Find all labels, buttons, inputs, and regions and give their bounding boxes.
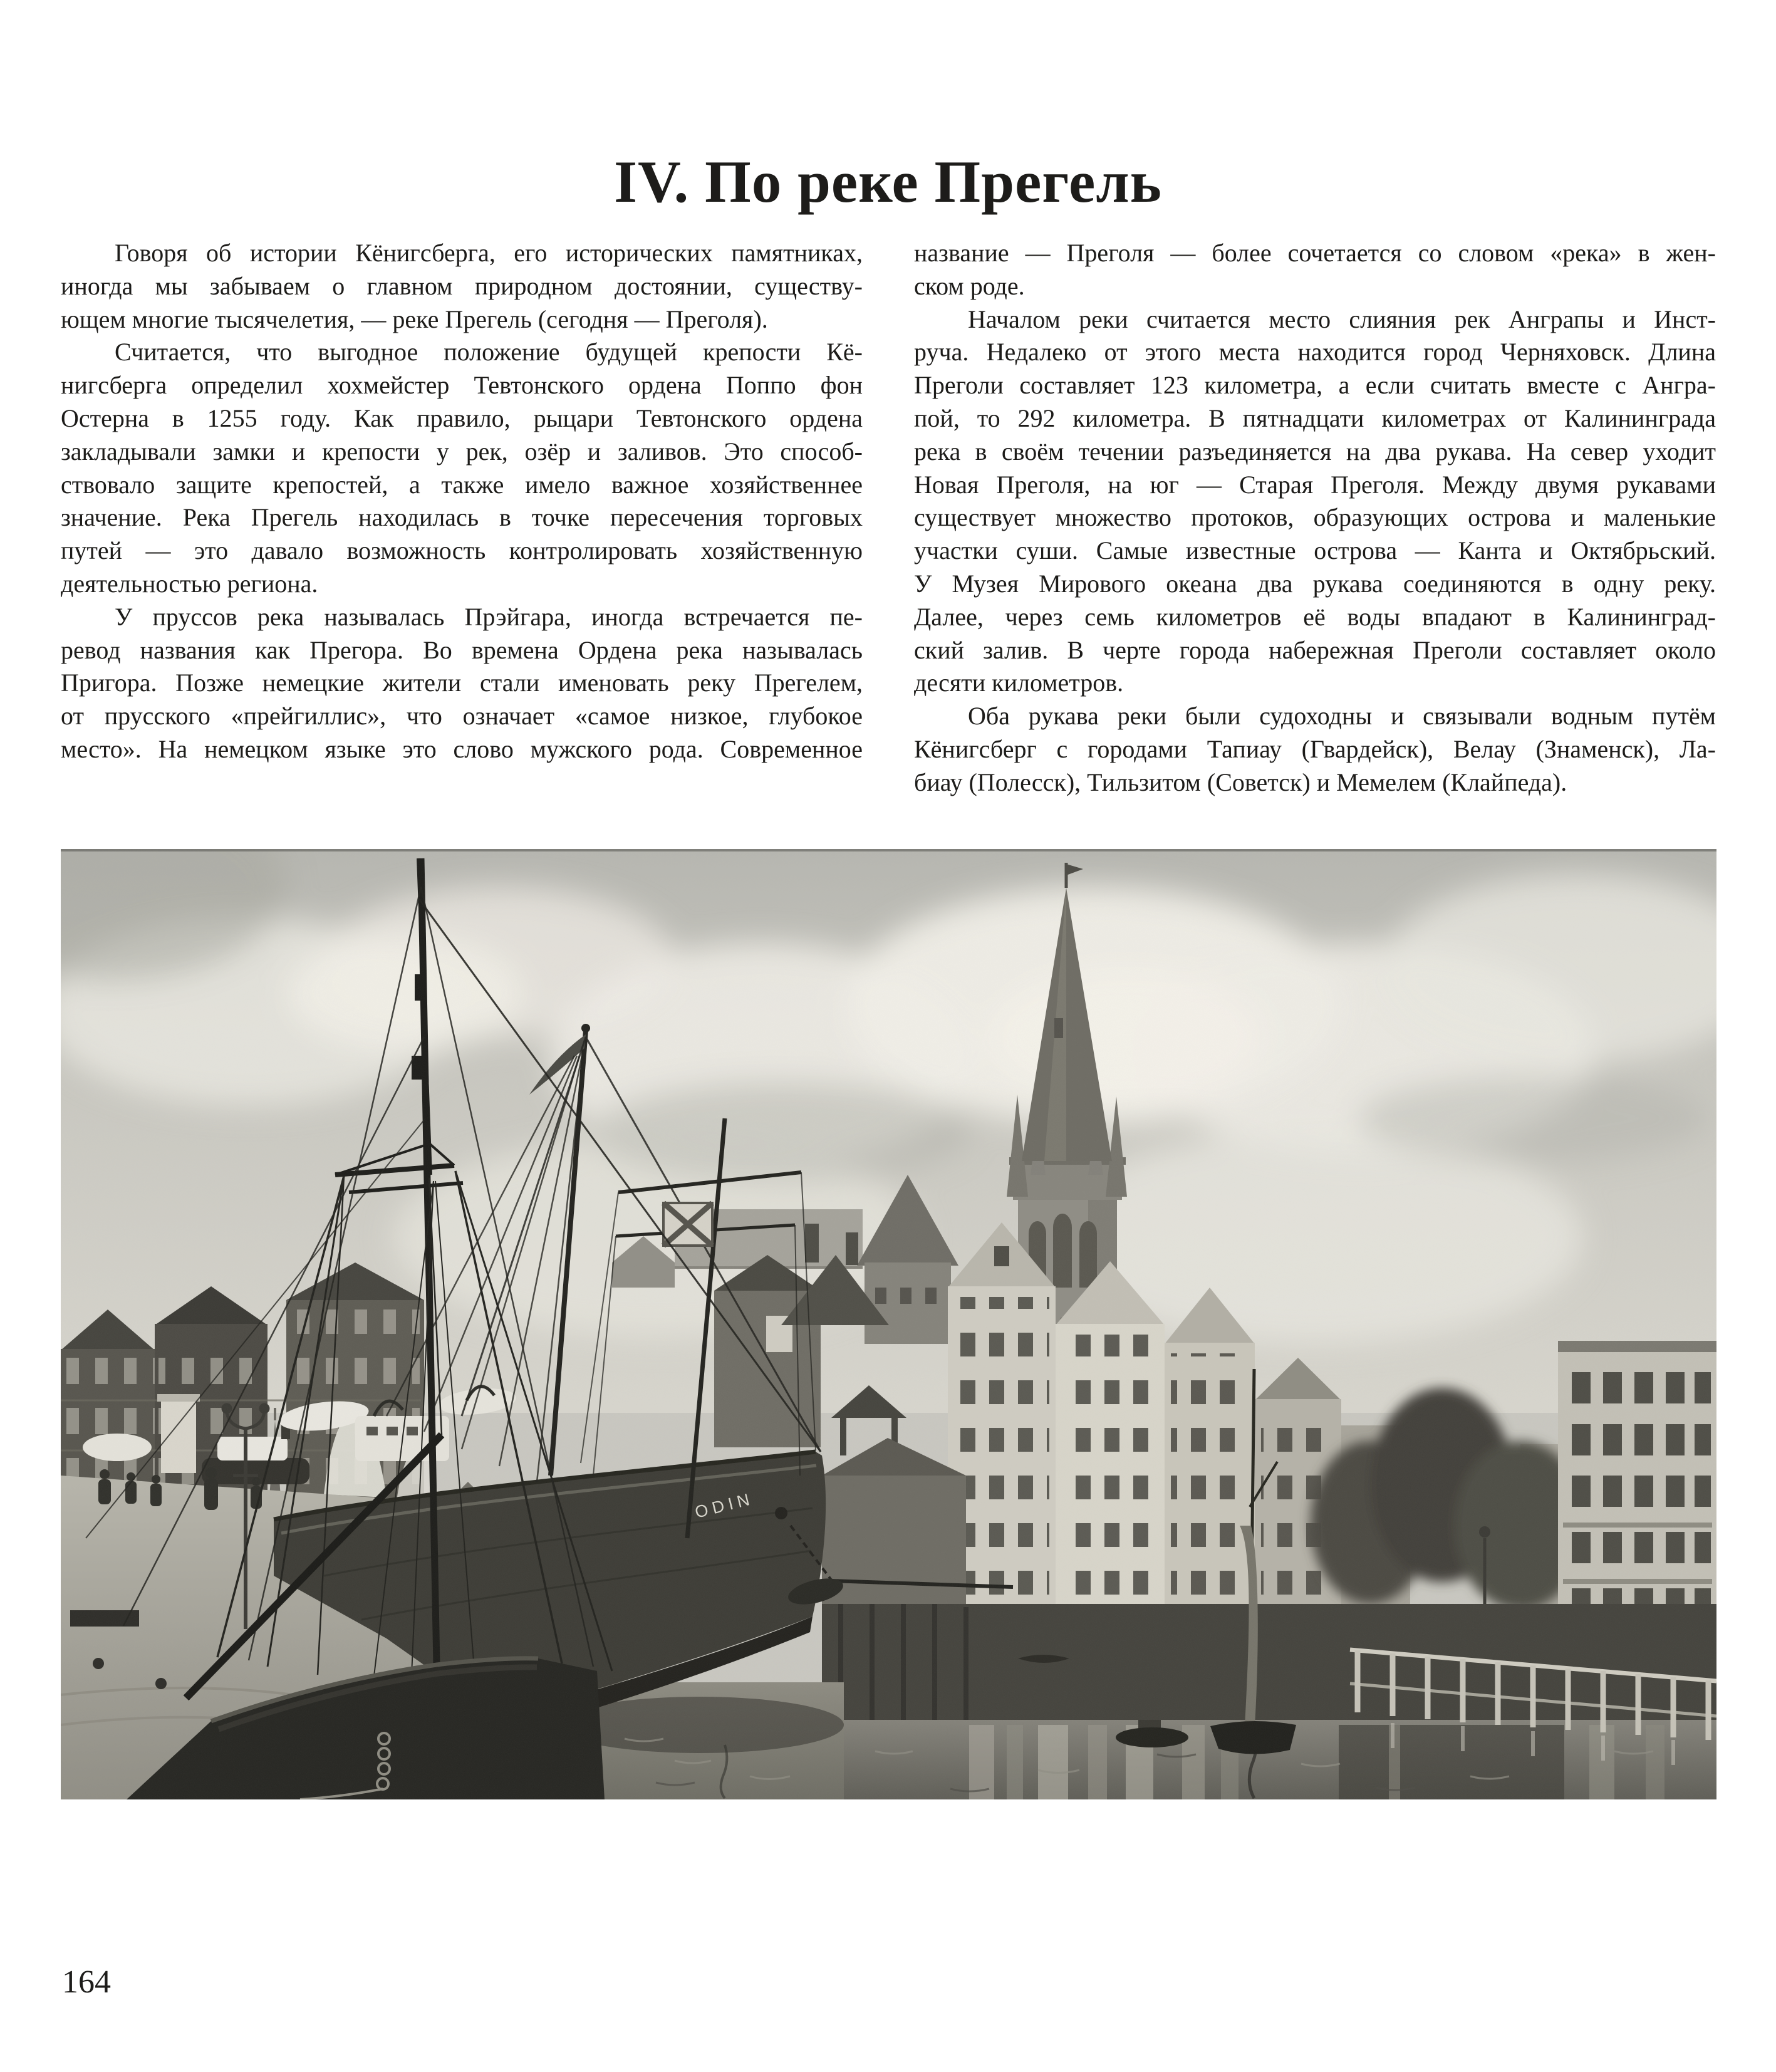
text-line: название — Преголя — более сочетается со словом «река» в жен- (914, 239, 1716, 267)
harbor-photograph (61, 849, 1716, 1799)
text-line: Считается, что выгодное положение будущей крепости Кё- (115, 338, 863, 367)
text-line: ском роде. (914, 271, 1025, 300)
text-line: участки суши. Самые известные острова — Канта и Октябрьский. (914, 536, 1716, 565)
text-line: река в своём течении разъединяется на два рукава. На север уходит (914, 437, 1716, 466)
paragraph (914, 303, 1716, 700)
text-line: десяти километров. (914, 669, 1124, 697)
text-line: ревод названия как Прегора. Во времена Ордена река называлась (61, 635, 863, 664)
text-line: значение. Река Прегель находилась в точке пересечения торговых (61, 503, 863, 532)
article-column-left (61, 237, 863, 799)
text-line: Кёнигсберг с городами Тапиау (Гвардейск), Велау (Знаменск), Ла- (914, 734, 1716, 763)
page-number: 164 (62, 1964, 111, 2000)
text-line: место». На немецком языке это слово мужского рода. Современное (61, 734, 863, 763)
text-line: Оба рукава реки были судоходны и связывали водным путём (968, 702, 1716, 731)
text-line: Преголи составляет 123 километра, а если считать вместе с Ангра- (914, 371, 1716, 400)
text-line: ский залив. В черте города набережная Преголи составляет около (914, 635, 1716, 664)
text-line: от прусского «прейгиллис», что означает «самое низкое, глубокое (61, 702, 863, 731)
text-line: Началом реки считается место слияния рек Анграпы и Инст- (968, 305, 1716, 333)
photo-grain (61, 849, 1716, 1799)
text-line: существует множество протоков, образующих острова и маленькие (914, 503, 1716, 532)
text-line: ющем многие тысячелетия, — реке Прегель (сегодня — Преголя). (61, 305, 768, 333)
paragraph (61, 601, 863, 766)
text-line: Новая Преголя, на юг — Старая Преголя. Между двумя рукавами (914, 470, 1716, 499)
article-column-right (914, 237, 1716, 799)
ship-name-odin: ODIN (693, 1489, 756, 1522)
text-line: путей — это давало возможность контролировать хозяйственную (61, 536, 863, 565)
paragraph (914, 700, 1716, 799)
text-line: У Музея Мирового океана два рукава соединяются в одну реку. (914, 569, 1716, 598)
page-title: IV. По реке Прегель (614, 148, 1162, 215)
article-text (61, 237, 1716, 799)
text-line: биау (Полесск), Тильзитом (Советск) и Мемелем (Клайпеда). (914, 768, 1567, 796)
text-line: руча. Недалеко от этого места находится город Черняховск. Длина (914, 338, 1716, 367)
text-line: иногда мы забываем о главном природном достоянии, существу- (61, 271, 863, 300)
text-line: закладывали замки и крепости у рек, озёр и заливов. Это способ- (61, 437, 863, 466)
text-line: Далее, через семь километров её воды впадают в Калининград- (914, 602, 1716, 631)
text-line: Пригора. Позже немецкие жители стали именовать реку Прегелем, (61, 669, 863, 697)
text-line: пой, то 292 километра. В пятнадцати километрах от Калининграда (914, 403, 1716, 432)
photo-top-edge (61, 849, 1716, 851)
text-line: нигсберга определил хохмейстер Тевтонского ордена Поппо фон (61, 371, 863, 400)
text-line: У пруссов река называлась Прэйгара, иногда встречается пе- (115, 602, 863, 631)
paragraph (61, 336, 863, 600)
paragraph (914, 237, 1716, 303)
text-line: деятельностью региона. (61, 569, 318, 598)
paragraph (61, 237, 863, 336)
harbor-photo-illustration (61, 849, 1716, 1799)
text-line: ствовало защите крепостей, а также имело важное хозяйственнее (61, 470, 863, 499)
text-line: Говоря об истории Кёнигсберга, его исторических памятниках, (115, 239, 863, 267)
text-line: Остерна в 1255 году. Как правило, рыцари Тевтонского ордена (61, 403, 863, 432)
